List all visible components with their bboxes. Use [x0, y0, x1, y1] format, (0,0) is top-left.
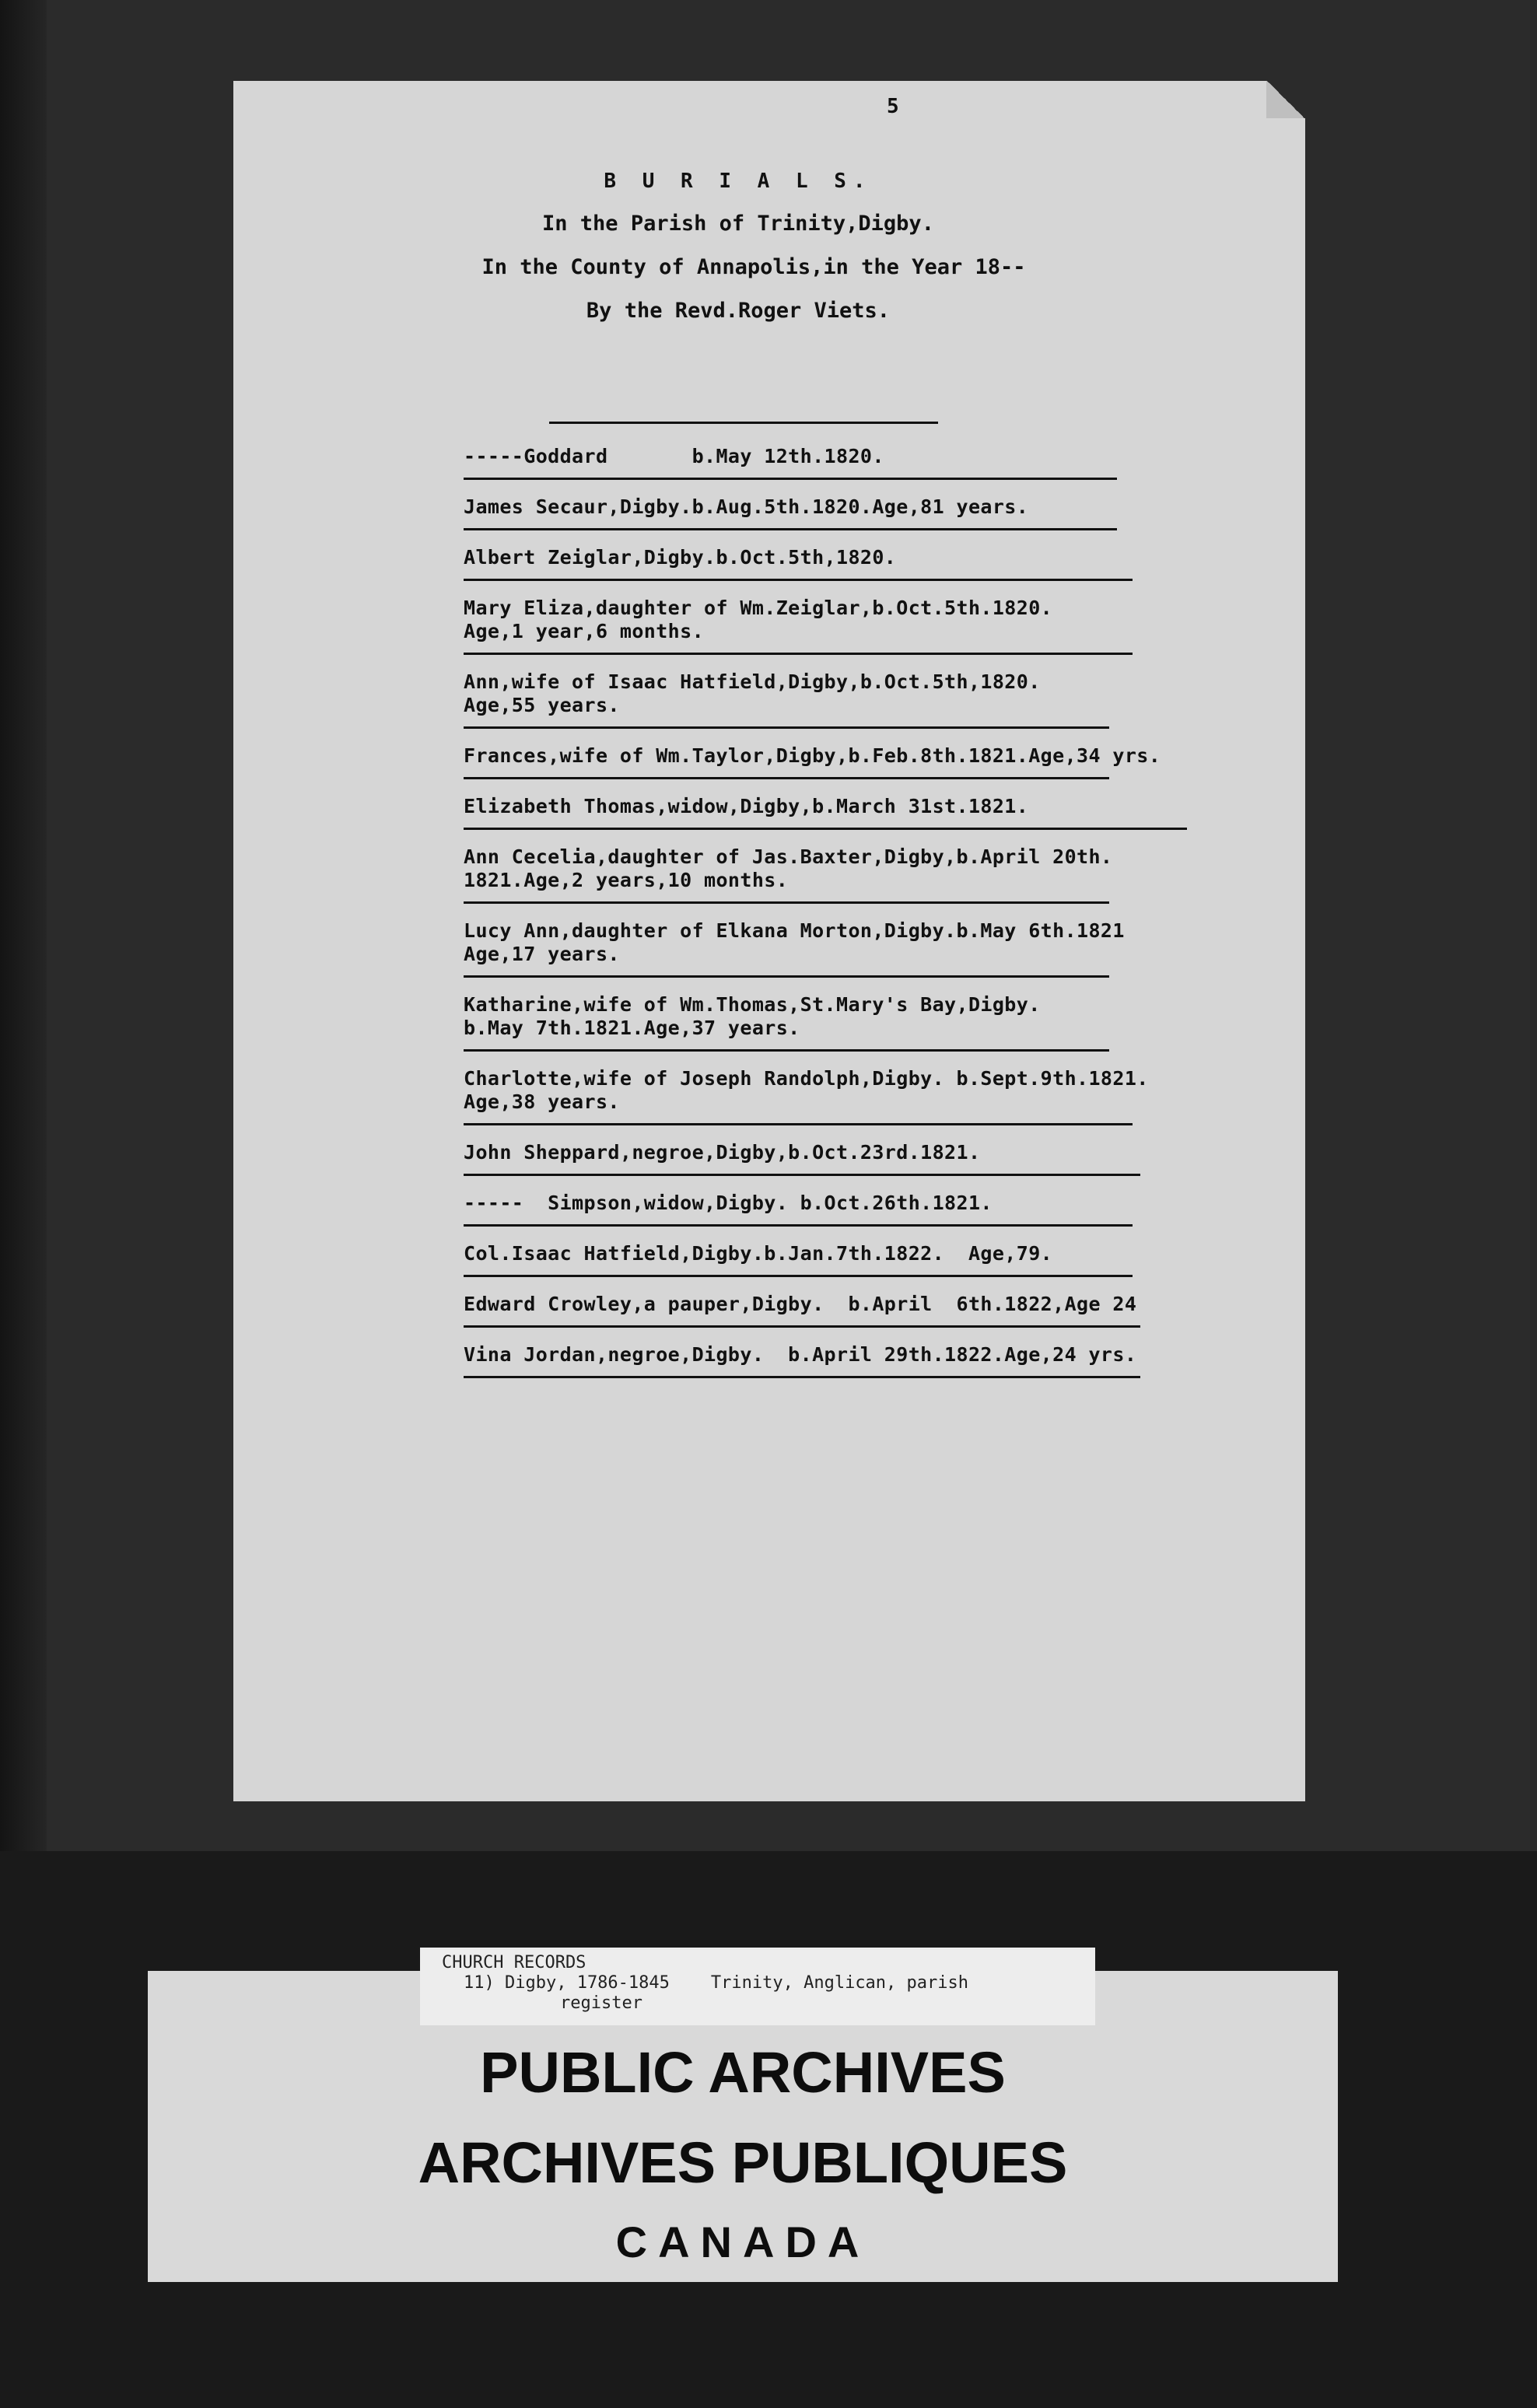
entry-divider: [464, 478, 1117, 480]
entry-divider: [464, 579, 1133, 581]
entry-text-continued: Age,55 years.: [464, 694, 620, 716]
burial-entry: [464, 845, 1288, 904]
burial-entry: [464, 744, 1288, 779]
entry-divider: [464, 1049, 1109, 1052]
entry-text: Elizabeth Thomas,widow,Digby,b.March 31st.1821.: [464, 795, 1029, 817]
entry-divider: [464, 528, 1117, 530]
entry-text-continued: Age,17 years.: [464, 943, 620, 965]
slip-collection: CHURCH RECORDS: [442, 1953, 586, 1972]
entry-text-continued: Age,38 years.: [464, 1090, 620, 1113]
burial-entry: [464, 597, 1288, 655]
archives-country: CANADA: [615, 2217, 870, 2266]
parish-line: In the Parish of Trinity,Digby.: [542, 212, 934, 236]
entry-text: Mary Eliza,daughter of Wm.Zeiglar,b.Oct.5th.1820.: [464, 597, 1053, 619]
entry-text: Albert Zeiglar,Digby.b.Oct.5th,1820.: [464, 546, 897, 569]
burial-entry: [464, 445, 1288, 480]
entry-text: ----- Simpson,widow,Digby. b.Oct.26th.1821.: [464, 1192, 993, 1214]
entry-divider: [464, 828, 1187, 830]
entry-text: Ann Cecelia,daughter of Jas.Baxter,Digby,b.April 20th.: [464, 845, 1113, 868]
entry-text-continued: Age,1 year,6 months.: [464, 620, 705, 642]
page-folded-corner: [1266, 81, 1305, 118]
burial-entry: [464, 1192, 1288, 1227]
catalog-slip: [420, 1948, 1095, 2025]
page-number: 5: [887, 95, 899, 118]
header-rule: [549, 422, 938, 424]
entry-text: Charlotte,wife of Joseph Randolph,Digby. b.Sept.9th.1821.: [464, 1067, 1149, 1090]
burial-entry: [464, 495, 1288, 530]
entry-text: Frances,wife of Wm.Taylor,Digby,b.Feb.8th.1821.Age,34 yrs.: [464, 744, 1161, 767]
entry-divider: [464, 777, 1109, 779]
burial-entry: [464, 1293, 1288, 1328]
entry-text: James Secaur,Digby.b.Aug.5th.1820.Age,81 years.: [464, 495, 1029, 518]
entry-divider: [464, 1325, 1140, 1328]
entry-text: Lucy Ann,daughter of Elkana Morton,Digby.b.May 6th.1821: [464, 919, 1125, 942]
burial-entry: [464, 546, 1288, 581]
burial-entry: [464, 993, 1288, 1052]
entry-text: John Sheppard,negroe,Digby,b.Oct.23rd.1821.: [464, 1141, 981, 1164]
slip-item-continued: register: [560, 1993, 642, 2013]
entry-divider: [464, 726, 1109, 729]
entry-divider: [464, 1174, 1140, 1176]
entry-divider: [464, 1376, 1140, 1378]
archives-name-french: ARCHIVES PUBLIQUES: [418, 2130, 1068, 2195]
clergy-line: By the Revd.Roger Viets.: [586, 299, 891, 323]
entry-divider: [464, 1224, 1133, 1227]
entry-divider: [464, 1275, 1133, 1277]
entry-text: Edward Crowley,a pauper,Digby. b.April 6th.1822,Age 24: [464, 1293, 1137, 1315]
entry-text: Vina Jordan,negroe,Digby. b.April 29th.1822.Age,24 yrs.: [464, 1343, 1137, 1366]
register-title: B U R I A L S.: [604, 170, 873, 193]
entry-divider: [464, 1123, 1133, 1125]
archives-name-english: PUBLIC ARCHIVES: [480, 2040, 1006, 2105]
burial-entry: [464, 919, 1288, 978]
entry-text: -----Goddard b.May 12th.1820.: [464, 445, 884, 467]
burial-entry: [464, 670, 1288, 729]
burial-entry: [464, 1067, 1288, 1125]
entry-text: Col.Isaac Hatfield,Digby.b.Jan.7th.1822. Age,79.: [464, 1242, 1053, 1265]
burial-entry: [464, 1242, 1288, 1277]
entry-text-continued: 1821.Age,2 years,10 months.: [464, 869, 789, 891]
entry-divider: [464, 901, 1109, 904]
slip-item: 11) Digby, 1786-1845 Trinity, Anglican, parish: [464, 1973, 969, 1993]
entry-text-continued: b.May 7th.1821.Age,37 years.: [464, 1017, 800, 1039]
burial-entry: [464, 795, 1288, 830]
burial-entries: [464, 445, 1288, 1394]
burial-entry: [464, 1343, 1288, 1378]
burial-entry: [464, 1141, 1288, 1176]
entry-divider: [464, 975, 1109, 978]
county-line: In the County of Annapolis,in the Year 18--: [481, 255, 1026, 279]
entry-divider: [464, 653, 1133, 655]
entry-text: Katharine,wife of Wm.Thomas,St.Mary's Bay,Digby.: [464, 993, 1041, 1016]
entry-text: Ann,wife of Isaac Hatfield,Digby,b.Oct.5th,1820.: [464, 670, 1041, 693]
